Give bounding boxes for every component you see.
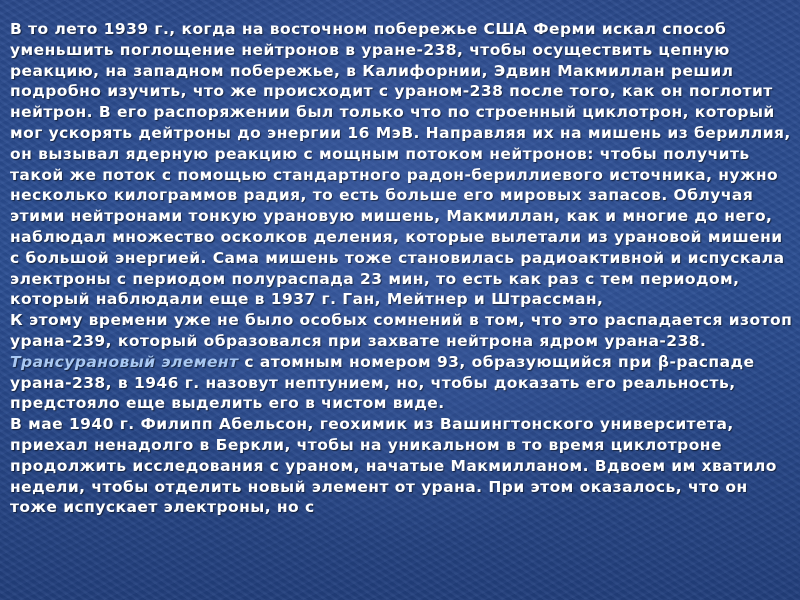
paragraph-abelson: В мае 1940 г. Филипп Абельсон, геохимик из Вашингтонского университета, приехал ненадолго в Беркли, чтобы на уникальном в то время циклотроне продолжить исследования с ураном, начатые Макмилланом. Вдвоем им хватило недели, чтобы отделить новый элемент от урана. При этом оказалось, что он тоже испускает электроны, но с: [10, 415, 777, 517]
paragraph-transuranic-text: с атомным номером 93, образующийся при β-распаде урана-238, в 1946 г. назовут нептунием, но, чтобы доказать его реальность, предстояло еще выделить его в чистом виде.: [10, 352, 755, 413]
slide-text-block: [10, 19, 794, 518]
term-transuranic-element: Трансурановый элемент: [10, 352, 239, 371]
paragraph-uranium-239: К этому времени уже не было особых сомнений в том, что это распадается изотоп урана-239, который образовался при захвате нейтрона ядром урана-238.: [10, 311, 793, 350]
paragraph-transuranic-element: [10, 352, 794, 414]
paragraph-mcmillan-cyclotron: В то лето 1939 г., когда на восточном побережье США Ферми искал способ уменьшить поглощение нейтронов в уране-238, чтобы осуществить цепную реакцию, на западном побережье, в Калифорнии, Эдвин Макмиллан решил подробно изучить, что же происходит с ураном-238 после того, как он поглотит нейтрон. В его распоряжении был только что по строенный циклотрон, который мог ускорять дейтроны до энергии 16 МэВ. Направляя их на мишень из бериллия, он вызывал ядерную реакцию с мощным потоком нейтронов: чтобы получить такой же поток с помощью стандартного радон-бериллиевого источника, нужно несколько килограммов радия, то есть больше его мировых запасов. Облучая этими нейтронами тонкую урановую мишень, Макмиллан, как и многие до него, наблюдал множество осколков деления, которые вылетали из урановой мишени с большой энергией. Сама мишень тоже становилась радиоактивной и испускала электроны с периодом полураспада 23 мин, то есть как раз с тем периодом, который наблюдали еще в 1937 г. Ган, Мейтнер и Штрассман,: [10, 20, 791, 309]
